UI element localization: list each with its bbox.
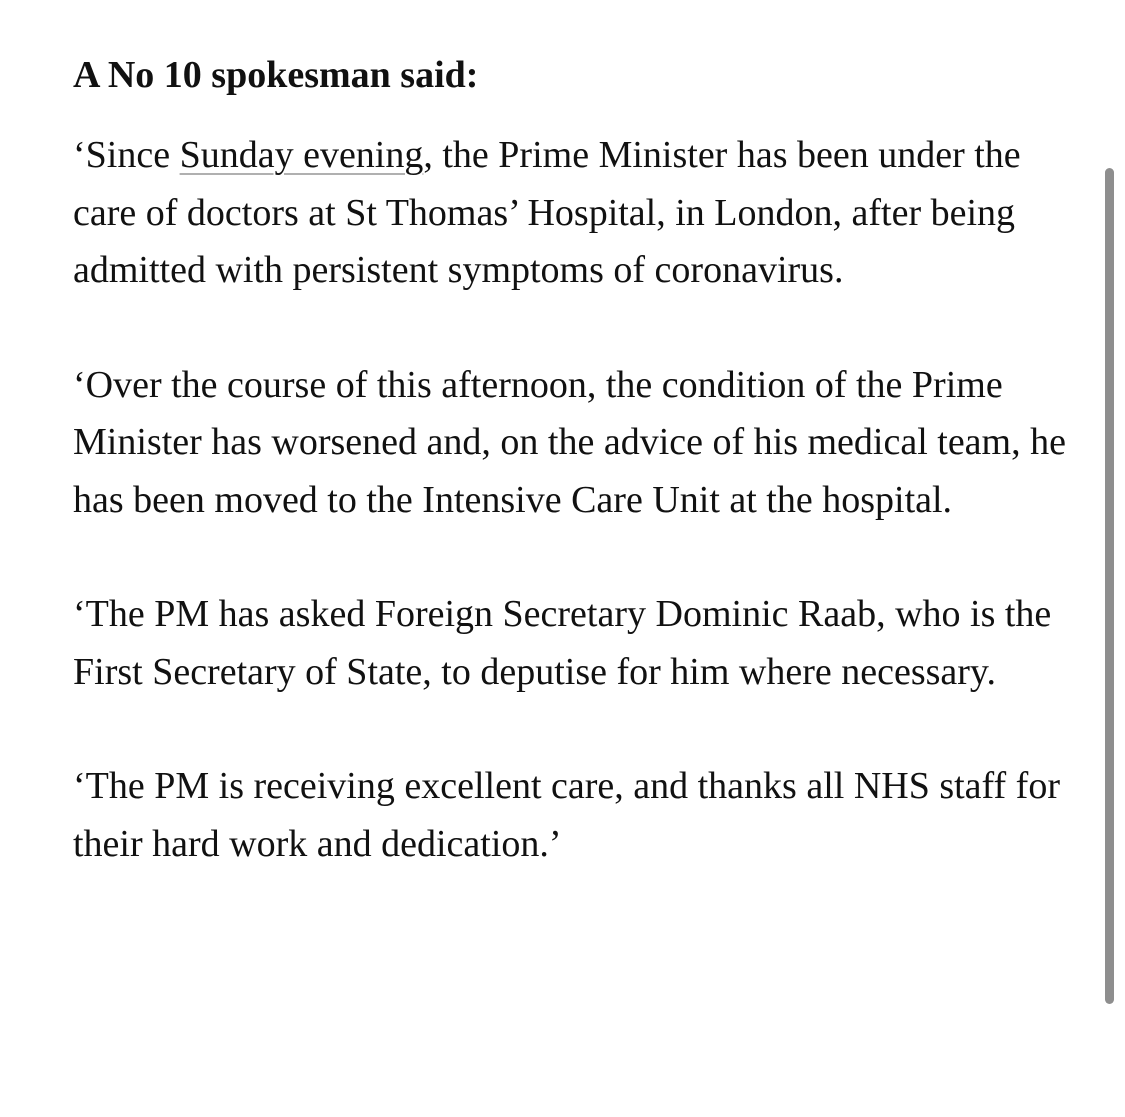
paragraph-admission-rest: , the Prime Minister has been under the care of doctors at St Thomas’ Hospital, in London, after being admitted with persistent symptoms of coronavirus.	[73, 134, 1021, 291]
paragraph-admission	[73, 127, 1083, 300]
paragraph-thanks: ‘The PM is receiving excellent care, and thanks all NHS staff for their hard work and dedication.’	[73, 765, 1060, 865]
vertical-scrollbar[interactable]	[1105, 168, 1114, 1004]
statement-heading: A No 10 spokesman said:	[73, 54, 479, 96]
paragraph-deputise: ‘The PM has asked Foreign Secretary Dominic Raab, who is the First Secretary of State, to deputise for him where necessary.	[73, 593, 1052, 693]
article-body	[73, 46, 1083, 930]
sunday-evening-link[interactable]: Sunday evening	[179, 134, 424, 176]
paragraph-icu: ‘Over the course of this afternoon, the condition of the Prime Minister has worsened and, on the advice of his medical team, he has been moved to the Intensive Care Unit at the hospital.	[73, 363, 1066, 521]
paragraph-admission-lead: ‘Since	[73, 134, 180, 176]
